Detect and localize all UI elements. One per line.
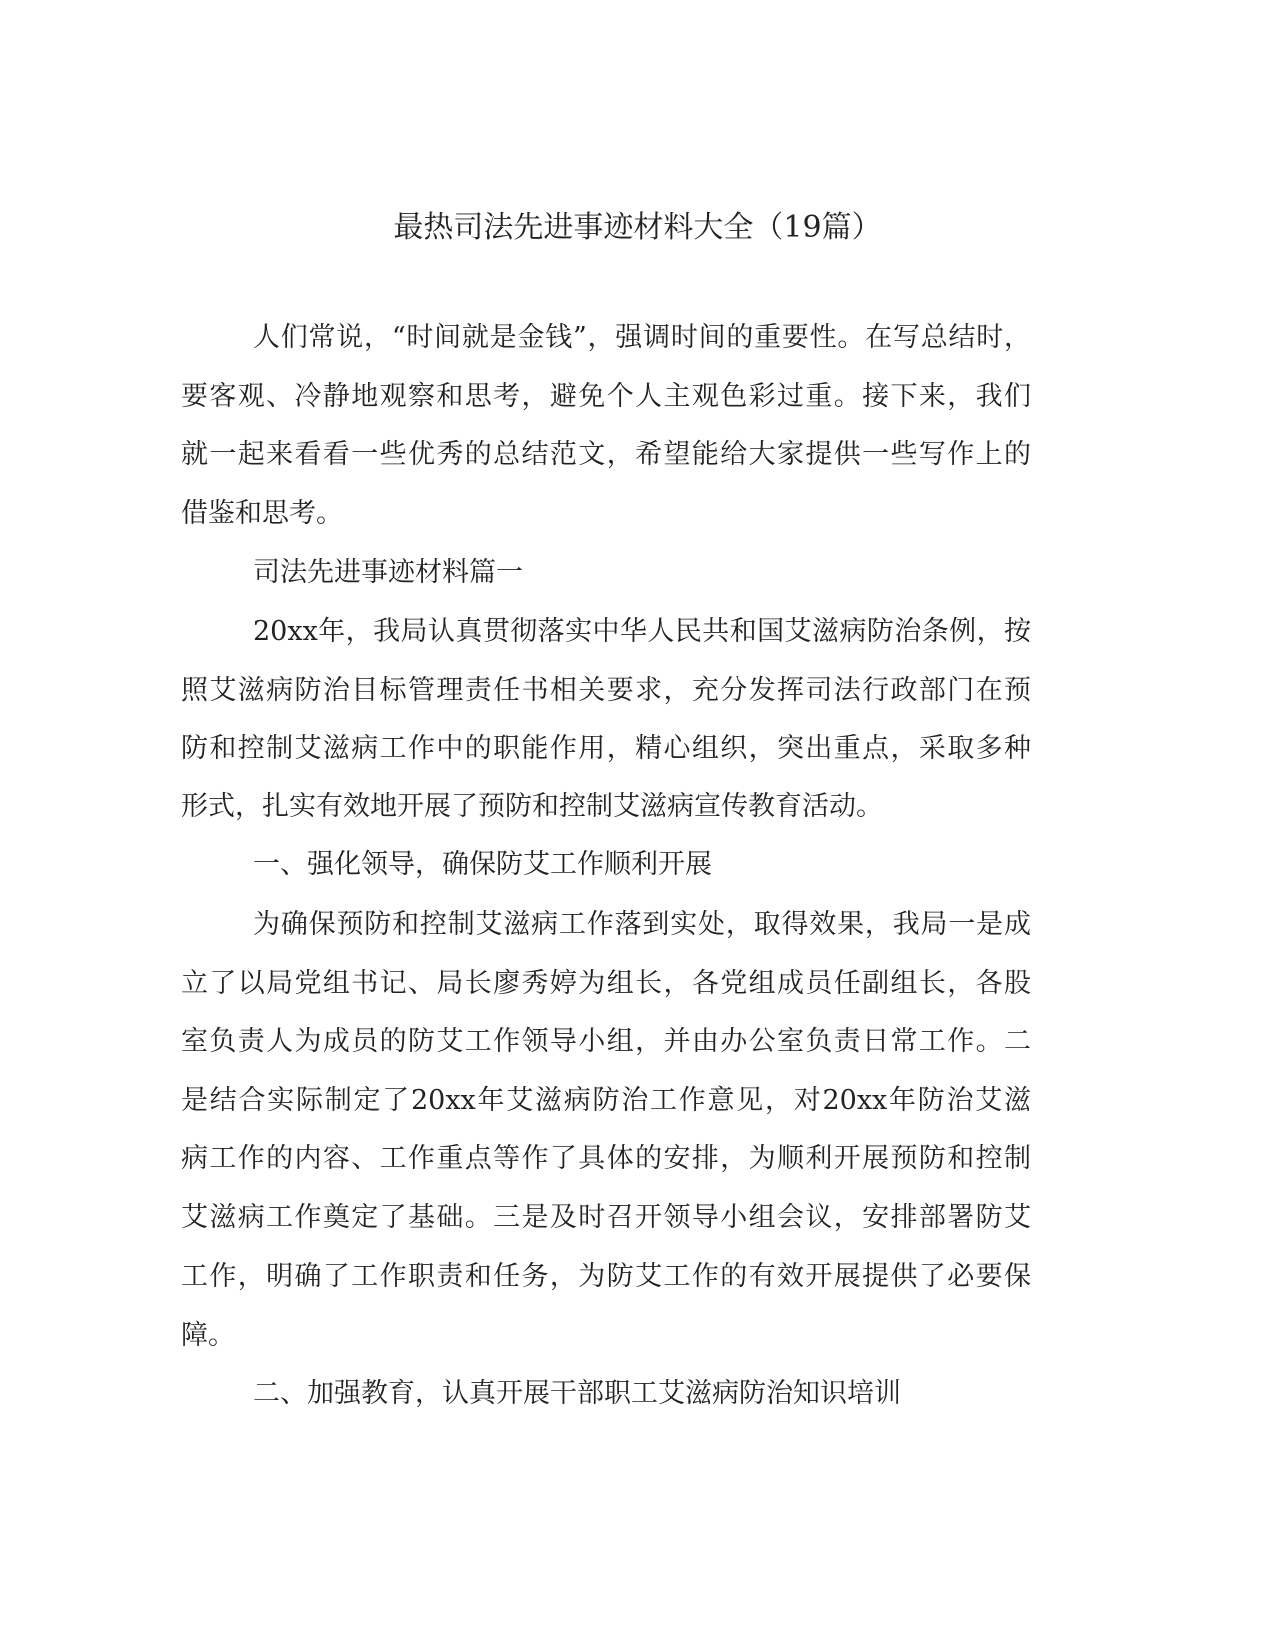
text-line: 一、强化领导，确保防艾工作顺利开展	[253, 849, 712, 880]
text-line: 照艾滋病防治目标管理责任书相关要求，充分发挥司法行政部门在预	[181, 675, 1031, 706]
text-line: 20xx年，我局认真贯彻落实中华人民共和国艾滋病防治条例，按	[253, 616, 1031, 647]
text-line: 障。	[181, 1320, 235, 1351]
text-line: 艾滋病工作奠定了基础。三是及时召开领导小组会议，安排部署防艾	[181, 1202, 1031, 1233]
text-line: 室负责人为成员的防艾工作领导小组，并由办公室负责日常工作。二	[181, 1026, 1031, 1057]
text-line: 就一起来看看一些优秀的总结范文，希望能给大家提供一些写作上的	[181, 439, 1031, 470]
text-line: 防和控制艾滋病工作中的职能作用，精心组织，突出重点，采取多种	[181, 733, 1031, 764]
document-title: 最热司法先进事迹材料大全（19篇）	[393, 210, 882, 245]
text-line: 立了以局党组书记、局长廖秀婷为组长，各党组成员任副组长，各股	[181, 968, 1031, 999]
text-line: 借鉴和思考。	[181, 498, 343, 529]
text-line: 为确保预防和控制艾滋病工作落到实处，取得效果，我局一是成	[253, 909, 1031, 940]
text-line: 司法先进事迹材料篇一	[253, 557, 523, 588]
text-line: 工作，明确了工作职责和任务，为防艾工作的有效开展提供了必要保	[181, 1261, 1031, 1292]
text-line: 病工作的内容、工作重点等作了具体的安排，为顺利开展预防和控制	[181, 1143, 1031, 1174]
text-line: 二、加强教育，认真开展干部职工艾滋病防治知识培训	[253, 1378, 901, 1409]
text-line: 要客观、冷静地观察和思考，避免个人主观色彩过重。接下来，我们	[181, 381, 1031, 412]
text-line: 形式，扎实有效地开展了预防和控制艾滋病宣传教育活动。	[181, 791, 883, 822]
text-line: 人们常说，“时间就是金钱”，强调时间的重要性。在写总结时，	[253, 322, 1031, 353]
text-line: 是结合实际制定了20xx年艾滋病防治工作意见，对20xx年防治艾滋	[181, 1085, 1031, 1116]
